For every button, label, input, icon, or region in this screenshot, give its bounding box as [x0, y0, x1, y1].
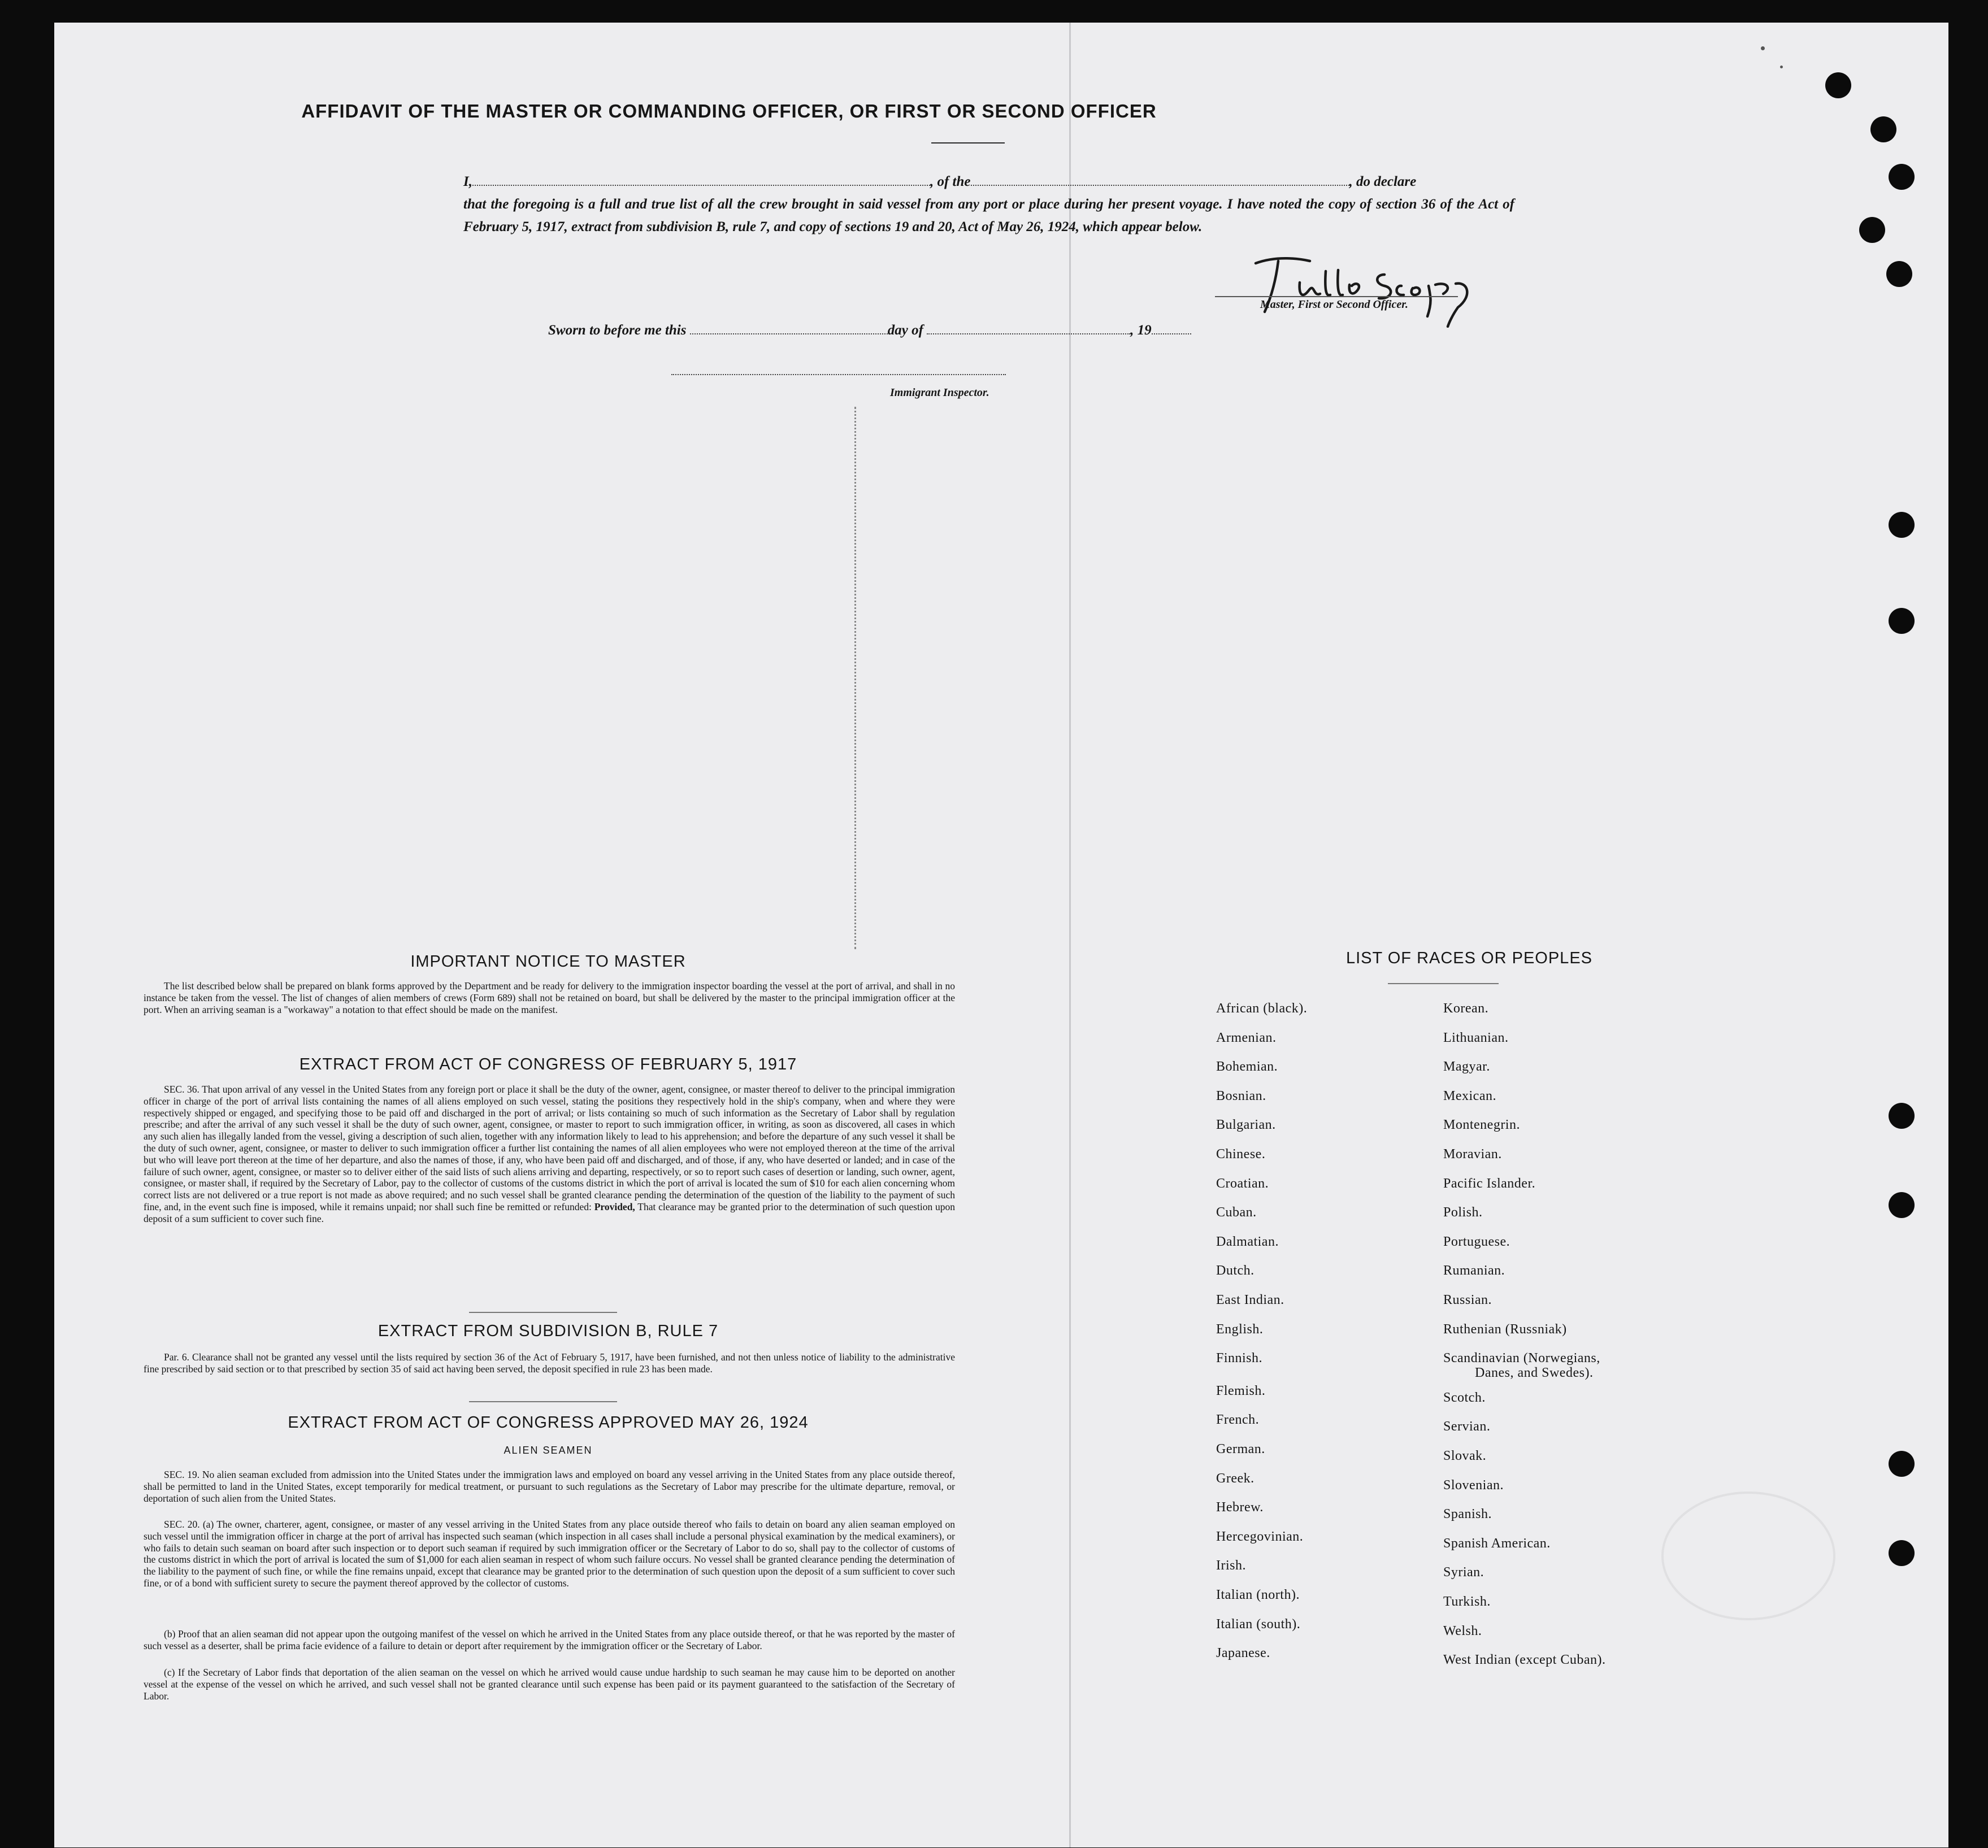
- sworn-year-blank[interactable]: [1152, 322, 1191, 334]
- race-item-label: Slovak.: [1443, 1449, 1487, 1463]
- race-item-label: Korean.: [1443, 1001, 1489, 1016]
- inspector-label: Immigrant Inspector.: [890, 386, 989, 399]
- race-item: [1443, 1624, 1482, 1638]
- sworn-prefix: Sworn to before me this: [548, 323, 687, 338]
- sworn-year: , 19: [1130, 323, 1152, 338]
- race-item-label: Ruthenian (Russniak): [1443, 1321, 1567, 1337]
- race-item: [1443, 1089, 1496, 1103]
- sworn-day-of: day of: [887, 323, 923, 338]
- binder-hole: [1889, 1451, 1915, 1477]
- race-item-label: Pacific Islander.: [1443, 1176, 1536, 1191]
- sec20c-text: (c) If the Secretary of Labor finds that deportation of the alien seaman on the vessel on which he arrived would cause undue hardship to such seaman he may cause him to be deported on another vessel at the expense of the vessel on which he arrived, and such vessel shall not be granted clearance until such expense has been paid or its payment guaranteed to the satisfaction of the Secretary of Labor.: [144, 1667, 955, 1702]
- alien-seamen-subheading: ALIEN SEAMEN: [503, 1445, 593, 1456]
- sworn-month-blank[interactable]: [927, 322, 1130, 334]
- center-fold: [1069, 23, 1071, 1847]
- race-item: Dutch.: [1216, 1263, 1255, 1279]
- race-item-label: Spanish.: [1443, 1507, 1492, 1522]
- binder-hole: [1825, 72, 1851, 98]
- race-item: Bohemian.: [1216, 1059, 1278, 1075]
- binder-hole: [1889, 1192, 1915, 1218]
- race-item: [1443, 1419, 1490, 1434]
- race-item-label: Turkish.: [1443, 1594, 1491, 1609]
- race-item: [1443, 1293, 1492, 1307]
- race-item: [1443, 1478, 1504, 1493]
- race-item-label: Lithuanian.: [1443, 1030, 1509, 1045]
- rule7-text: Par. 6. Clearance shall not be granted any vessel until the lists required by section 36 of the Act of February 5, 1917, have been furnished, and not then unless notice of liability to the administrative fine prescribed by said section or to that prescribed by section 35 of said act having been served, the deposit specified in rule 23 has been made.: [144, 1351, 955, 1375]
- extract-1917-text: [144, 1084, 955, 1225]
- race-item: Irish.: [1216, 1558, 1246, 1573]
- binder-hole: [1889, 1540, 1915, 1566]
- sec19-text: SEC. 19. No alien seaman excluded from admission into the United States under the immigration laws and employed on board any vessel arriving in the United States from any place outside thereof, shall be permitted to land in the United States, except temporarily for medical treatment, or pursuant to such regulations as the Secretary of Labor may prescribe for the ultimate departure, removal, or deportation of such alien from the United States.: [144, 1469, 955, 1504]
- sworn-date-blank[interactable]: [690, 322, 888, 334]
- ink-speck: [1780, 66, 1783, 68]
- sec20a-text: SEC. 20. (a) The owner, charterer, agent, consignee, or master of any vessel arriving in the United States from any place outside thereof who fails to detain on board any alien seaman employed on such vessel until the immigration officer in charge at the port of arrival has inspected such seaman (which inspection in all cases shall include a personal physical examination by the medical examiners), or who fails to detain such seaman on board after such inspection or to deport such seaman if required by such immigration officer or the Secretary of Labor to do so, shall pay to the collector of customs of the customs district in which the port of arrival is located the sum of $1,000 for each alien seaman in respect of whom such failure occurs. No vessel shall be granted clearance pending the determination of the liability to the payment of such fine, or while the fine remains unpaid, except that clearance may be granted prior to the determination of such question upon the deposit of a sum sufficient to cover such fine, or of a bond with sufficient surety to secure the payment thereof approved by the collector of customs.: [144, 1519, 955, 1589]
- decl-of-the: , of the: [930, 174, 971, 189]
- decl-do-declare: , do declare: [1349, 174, 1417, 189]
- race-item: Finnish.: [1216, 1351, 1263, 1366]
- declaration: [463, 171, 1514, 238]
- ink-speck: [1761, 46, 1765, 50]
- title-underline: [931, 142, 1005, 144]
- race-item: [1443, 1449, 1486, 1463]
- race-item: Bulgarian.: [1216, 1118, 1276, 1133]
- rule7-heading: EXTRACT FROM SUBDIVISION B, RULE 7: [377, 1322, 719, 1340]
- binder-hole: [1870, 116, 1896, 142]
- race-item: Armenian.: [1216, 1030, 1277, 1045]
- notice-heading: IMPORTANT NOTICE TO MASTER: [410, 953, 686, 971]
- affidavit-title: AFFIDAVIT OF THE MASTER OR COMMANDING OFFICER, OR FIRST OR SECOND OFFICER: [301, 101, 1157, 121]
- race-item: [1443, 1176, 1535, 1191]
- race-item: [1443, 1263, 1505, 1278]
- race-item-label: Welsh.: [1443, 1623, 1482, 1638]
- extract-1917-provided: Provided,: [594, 1201, 635, 1212]
- race-item: Italian (north).: [1216, 1588, 1300, 1602]
- signature-label: Master, First or Second Officer.: [1260, 298, 1408, 311]
- column-guide-dots: [854, 407, 856, 949]
- binder-hole: [1886, 261, 1912, 287]
- race-item: Italian (south).: [1216, 1616, 1301, 1632]
- race-item: [1443, 1059, 1490, 1074]
- extract-1917-end: That clearance may be granted prior to the determination of such question upon deposit of a sum sufficient to cover such fine.: [144, 1201, 955, 1224]
- race-item: [1443, 1507, 1492, 1521]
- race-item-label: Russian.: [1443, 1293, 1492, 1307]
- vessel-blank[interactable]: [971, 173, 1349, 186]
- race-item: East Indian.: [1216, 1293, 1284, 1307]
- race-item: Flemish.: [1216, 1383, 1266, 1398]
- race-item-label: Portuguese.: [1443, 1234, 1510, 1249]
- race-item-label: Mexican.: [1443, 1088, 1496, 1103]
- race-item: Croatian.: [1216, 1176, 1269, 1191]
- race-item: Cuban.: [1216, 1205, 1257, 1220]
- race-item: Japanese.: [1216, 1646, 1270, 1661]
- binder-hole: [1889, 164, 1915, 190]
- race-item: [1443, 1234, 1510, 1249]
- race-item: [1443, 1351, 1600, 1380]
- race-item-label: Magyar.: [1443, 1059, 1490, 1075]
- decl-body: that the foregoing is a full and true list of all the crew brought in said vessel from any port or place during her present voyage. I have noted the copy of section 36 of the Act of February 5, 1917, extract from subdivision B, rule 7, and copy of sections 19 and 20, Act of May 26, 1924, which appear below.: [463, 197, 1514, 234]
- race-item-continuation: Danes, and Swedes).: [1475, 1366, 1594, 1381]
- race-item-label: Syrian.: [1443, 1565, 1485, 1580]
- race-item: African (black).: [1216, 1001, 1308, 1016]
- race-item: Hebrew.: [1216, 1500, 1264, 1515]
- decl-i: I,: [463, 174, 472, 189]
- race-item: German.: [1216, 1442, 1265, 1456]
- race-item: [1443, 1565, 1484, 1580]
- race-item: [1443, 1653, 1605, 1667]
- race-item: [1443, 1205, 1483, 1220]
- race-item: Hercegovinian.: [1216, 1529, 1304, 1544]
- race-item-label: Polish.: [1443, 1205, 1483, 1220]
- race-item-label: Moravian.: [1443, 1147, 1502, 1162]
- race-item-label: Spanish American.: [1443, 1536, 1551, 1551]
- extract-1917-main: SEC. 36. That upon arrival of any vessel in the United States from any foreign port or place it shall be the duty of the owner, agent, consignee, or master thereof to deliver to the principal immigration officer in charge of the port of arrival lists containing the names of all aliens employed on such vessel, stating the positions they respectively hold in the ship's company, when and where they were respectively shipped or engaged, and specifying those to be paid off and discharged in the port of arrival; or lists containing so much of such information as the Secretary of Labor shall by regulation prescribe; and after the arrival of any such vessel it shall be the duty of such owner, agent, consignee, or master to report to such immigration officer, in writing, as soon as discovered, all cases in which any such alien has illegally landed from the vessel, giving a description of such alien, together with any information likely to lead to his apprehension; and before the departure of any such vessel it shall be the duty of such owner, agent, consignee, or master to deliver to such immigration officer a further list containing the names of all alien employees who were not employed thereon at the time of the arrival but who will leave port thereon at the time of her departure, and also the names of those, if any, who have been paid off and discharged, and of those, if any, who have deserted or landed; and in case of the failure of such owner, agent, consignee, or master so to deliver either of the said lists of such aliens arriving and departing, respectively, or so to report such cases of desertion or landing, such owner, agent, consignee, or master shall, if required by the Secretary of Labor, pay to the collector of customs of the customs district in which the port of arrival is located the sum of $10 for each alien concerning whom correct lists are not delivered or a true report is not made as above required; and no such vessel shall be granted clearance pending the determination of the question of the liability to the payment of such fine, and, in the event such fine is imposed, while it remains unpaid; nor shall such fine be remitted or refunded:: [144, 1084, 955, 1212]
- race-item-label: Scotch.: [1443, 1390, 1486, 1405]
- race-item-label: Slovenian.: [1443, 1477, 1504, 1493]
- section-divider: [469, 1312, 617, 1313]
- races-underline: [1388, 983, 1499, 984]
- extract-1924-heading: EXTRACT FROM ACT OF CONGRESS APPROVED MAY 26, 1924: [288, 1414, 809, 1432]
- races-heading: LIST OF RACES OR PEOPLES: [1345, 949, 1593, 967]
- race-item: [1443, 1030, 1508, 1045]
- race-item: [1443, 1322, 1567, 1337]
- race-item-label: Scandinavian (Norwegians,: [1443, 1351, 1600, 1366]
- handwritten-signature: [1215, 249, 1520, 328]
- race-item-label: Servian.: [1443, 1419, 1491, 1434]
- race-item-label: Montenegrin.: [1443, 1118, 1520, 1133]
- sec20b-text: (b) Proof that an alien seaman did not appear upon the outgoing manifest of the vessel on which he arrived in the United States from any place outside thereof, or that he was reported by the master of such vessel as a deserter, shall be prima facie evidence of a failure to detain or deport after requirement by the immigration officer or the Secretary of Labor.: [144, 1628, 955, 1651]
- race-item: [1443, 1001, 1488, 1016]
- signature-line: [1215, 296, 1458, 297]
- binder-hole: [1889, 608, 1915, 634]
- race-item: Chinese.: [1216, 1147, 1266, 1162]
- extract-1917-heading: EXTRACT FROM ACT OF CONGRESS OF FEBRUARY 5, 1917: [299, 1055, 797, 1073]
- race-item: Greek.: [1216, 1471, 1255, 1486]
- race-item: [1443, 1594, 1491, 1609]
- race-item: [1443, 1536, 1551, 1551]
- notice-text: The list described below shall be prepared on blank forms approved by the Department and be ready for delivery to the immigration inspector boarding the vessel at the port of arrival, and shall in no instance be taken from the vessel. The list of changes of alien members of crews (Form 689) shall not be retained on board, but shall be delivered by the master to the principal immigration officer at the port. When an arriving seaman is a "workaway" a notation to that effect should be made on the manifest.: [144, 980, 955, 1015]
- embossed-seal: [1661, 1492, 1835, 1620]
- section-divider: [469, 1401, 617, 1402]
- inspector-signature-blank[interactable]: [671, 374, 1006, 375]
- name-blank[interactable]: [472, 173, 930, 186]
- race-item: Bosnian.: [1216, 1088, 1266, 1103]
- race-item: Dalmatian.: [1216, 1234, 1279, 1249]
- race-item: [1443, 1118, 1520, 1132]
- binder-hole: [1889, 1103, 1915, 1129]
- sworn-line: [548, 322, 1191, 338]
- binder-hole: [1859, 217, 1885, 243]
- binder-hole: [1889, 512, 1915, 538]
- race-item: [1443, 1147, 1502, 1162]
- race-item: French.: [1216, 1412, 1260, 1428]
- race-item: English.: [1216, 1321, 1264, 1337]
- race-item-label: West Indian (except Cuban).: [1443, 1653, 1606, 1668]
- race-item: [1443, 1390, 1486, 1405]
- race-item-label: Rumanian.: [1443, 1263, 1505, 1279]
